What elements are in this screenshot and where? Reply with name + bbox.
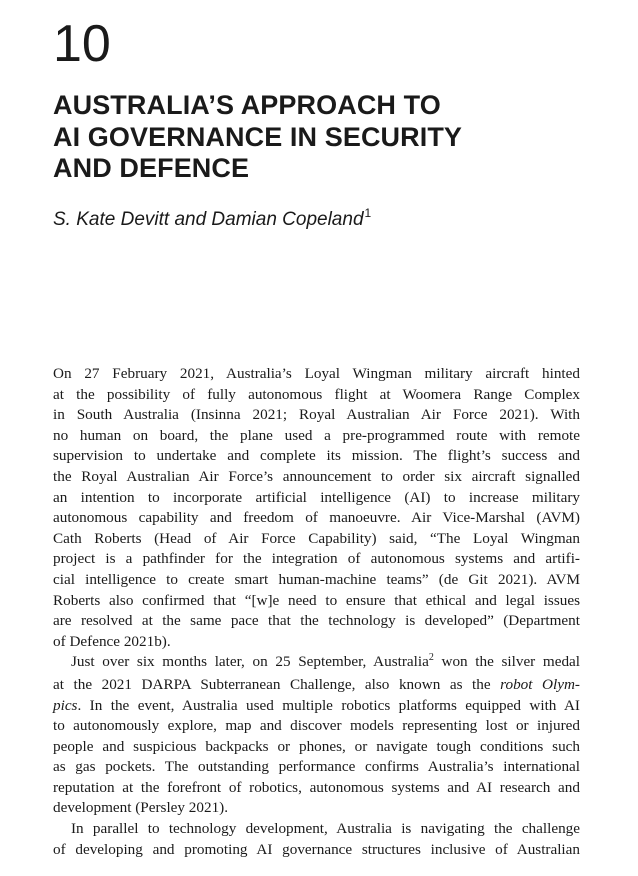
text-line: of Defence 2021b). bbox=[53, 632, 171, 650]
text-run: . In the event, Australia used multiple robotics platforms equipped with AI bbox=[77, 696, 580, 714]
text-line: as gas pockets. The outstanding performance confirms Australia’s international bbox=[53, 758, 580, 776]
text-line: of developing and promoting AI governance structures inclusive of Australian bbox=[53, 840, 580, 858]
text-line bbox=[53, 696, 580, 717]
text-line: In parallel to technology development, Australia is navigating the challenge bbox=[71, 820, 580, 838]
paragraph-3 bbox=[53, 819, 580, 860]
text-line: to autonomously explore, map and discover models representing lost or injured bbox=[53, 717, 580, 735]
paragraph-2 bbox=[53, 652, 580, 819]
text-line: project is a pathfinder for the integration of autonomous systems and artifi- bbox=[53, 550, 580, 568]
text-line: in South Australia (Insinna 2021; Royal Australian Air Force 2021). With bbox=[53, 406, 580, 424]
italic-phrase: pics bbox=[53, 696, 78, 714]
text-line bbox=[53, 675, 580, 696]
text-line: people and suspicious backpacks or phones, or navigate tough conditions such bbox=[53, 737, 580, 755]
text-line: reputation at the forefront of robotics, autonomous systems and AI research and bbox=[53, 778, 580, 796]
chapter-authors bbox=[53, 205, 371, 236]
text-line: Cath Roberts (Head of Air Force Capability) said, “The Loyal Wingman bbox=[53, 529, 580, 547]
text-run: won the silver medal bbox=[433, 653, 581, 671]
text-run: at the 2021 DARPA Subterranean Challenge, also known as the bbox=[53, 675, 501, 693]
chapter-title bbox=[53, 90, 613, 185]
text-line: an intention to incorporate artificial intelligence (AI) to increase military bbox=[53, 488, 580, 506]
text-line: autonomous capability and freedom of manoeuvre. Air Vice-Marshal (AVM) bbox=[53, 509, 580, 527]
text-run: Just over six months later, on 25 September, Australia bbox=[71, 653, 429, 671]
text-line: Roberts also confirmed that “[w]e need to ensure that ethical and legal issues bbox=[53, 591, 580, 609]
text-line: cial intelligence to create smart human-machine teams” (de Git 2021). AVM bbox=[53, 570, 580, 588]
chapter-title-line: AI GOVERNANCE IN SECURITY bbox=[53, 121, 463, 152]
chapter-number: 10 bbox=[53, 15, 111, 73]
text-line: development (Persley 2021). bbox=[53, 799, 229, 817]
text-line: at the possibility of fully autonomous flight at Woomera Range Complex bbox=[53, 385, 580, 403]
footnote-marker: 2 bbox=[428, 652, 434, 664]
text-line: supervision to undertake and complete its mission. The flight’s success and bbox=[53, 447, 580, 465]
text-line: are resolved at the same pace that the technology is developed” (Department bbox=[53, 612, 580, 630]
text-line bbox=[53, 652, 580, 675]
text-line: the Royal Australian Air Force’s announcement to order six aircraft signalled bbox=[53, 467, 580, 485]
author-footnote-marker: 1 bbox=[364, 206, 372, 220]
paragraph-1 bbox=[53, 364, 580, 652]
author-names: S. Kate Devitt and Damian Copeland bbox=[53, 209, 364, 230]
chapter-title-line: AUSTRALIA’S APPROACH TO bbox=[53, 90, 441, 120]
text-line: no human on board, the plane used a pre-programmed route with remote bbox=[53, 426, 580, 444]
italic-phrase: robot Olym- bbox=[500, 675, 580, 693]
chapter-title-line: AND DEFENCE bbox=[53, 153, 250, 183]
body-text bbox=[53, 364, 580, 860]
text-line: On 27 February 2021, Australia’s Loyal Wingman military aircraft hinted bbox=[53, 365, 580, 382]
